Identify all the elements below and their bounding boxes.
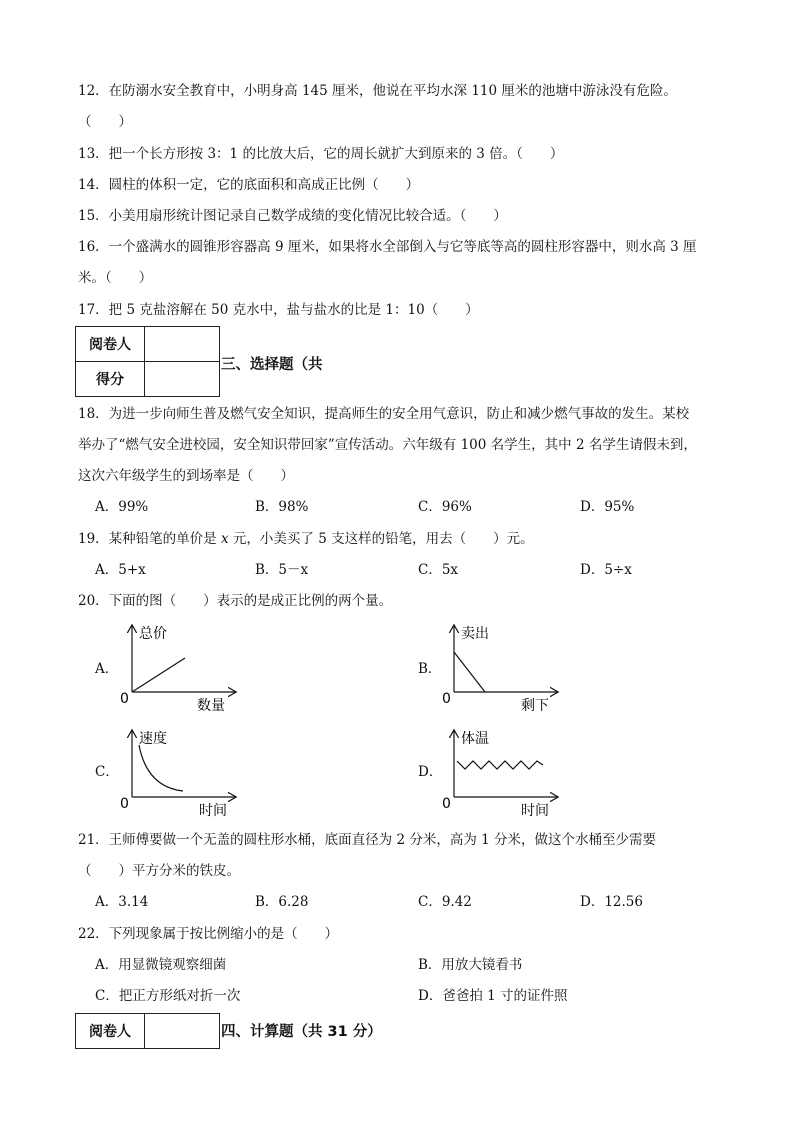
score-box-section4 xyxy=(75,1013,220,1049)
q20-option-a-label[interactable]: A． xyxy=(95,661,119,677)
y-axis-label: 卖出 xyxy=(461,626,489,642)
q21-option-b[interactable]: B．6.28 xyxy=(255,894,309,910)
score-box-section3 xyxy=(75,326,220,397)
q20-graph-d xyxy=(437,725,567,820)
q16-text-line2: 米。（ ） xyxy=(78,270,153,286)
reviewer-label: 阅卷人 xyxy=(76,327,145,362)
q19-option-a[interactable]: A．5+x xyxy=(95,562,146,578)
q18-option-c[interactable]: C．96% xyxy=(418,499,472,515)
origin-label: 0 xyxy=(442,796,451,812)
q22-option-a[interactable]: A．用显微镜观察细菌 xyxy=(95,957,227,973)
q15-text: 15．小美用扇形统计图记录自己数学成绩的变化情况比较合适。（ ） xyxy=(78,208,507,224)
q19-option-d[interactable]: D．5÷x xyxy=(580,562,632,578)
reviewer-field[interactable] xyxy=(145,327,220,362)
x-axis-label: 时间 xyxy=(521,803,549,819)
origin-label: 0 xyxy=(442,691,451,707)
q20-option-c-label[interactable]: C． xyxy=(95,764,119,780)
reviewer-label: 阅卷人 xyxy=(76,1014,145,1049)
q21-text-line1: 21．王师傅要做一个无盖的圆柱形水桶，底面直径为 2 分米，高为 1 分米，做这个水桶至少需要 xyxy=(78,832,657,848)
origin-label: 0 xyxy=(120,796,129,812)
q21-text-line2: （ ）平方分米的铁皮。 xyxy=(78,863,240,879)
q21-option-d[interactable]: D．12.56 xyxy=(580,894,643,910)
q21-option-a[interactable]: A．3.14 xyxy=(95,894,149,910)
section3-title: 三、选择题（共 xyxy=(221,357,323,373)
q18-text-line3: 这次六年级学生的到场率是（ ） xyxy=(78,468,294,484)
q18-text-line2: 举办了“燃气安全进校园，安全知识带回家”宣传活动。六年级有 100 名学生，其中 2 名学生请假未到， xyxy=(78,437,697,453)
x-axis-label: 时间 xyxy=(199,803,227,819)
q20-option-d-label[interactable]: D． xyxy=(418,764,443,780)
section4-title: 四、计算题（共 31 分） xyxy=(221,1024,382,1040)
q12-answer-blank[interactable]: （ ） xyxy=(78,114,132,130)
q20-option-b-label[interactable]: B． xyxy=(418,661,442,677)
y-axis-label: 总价 xyxy=(139,626,167,642)
y-axis-label: 速度 xyxy=(139,731,167,747)
x-axis-label: 数量 xyxy=(197,698,225,714)
q19-option-c[interactable]: C．5x xyxy=(418,562,459,578)
q20-text: 20．下面的图（ ）表示的是成正比例的两个量。 xyxy=(78,593,393,609)
q20-graph-c xyxy=(115,725,245,820)
score-label: 得分 xyxy=(76,362,145,397)
q14-text: 14．圆柱的体积一定，它的底面积和高成正比例（ ） xyxy=(78,177,420,193)
q18-option-b[interactable]: B．98% xyxy=(255,499,309,515)
q18-text-line1: 18．为进一步向师生普及燃气安全知识，提高师生的安全用气意识，防止和减少燃气事故的发生。某校 xyxy=(78,406,690,422)
q19-option-b[interactable]: B．5－x xyxy=(255,562,309,578)
wave-line xyxy=(457,761,543,769)
y-axis-label: 体温 xyxy=(461,731,489,747)
q22-option-b[interactable]: B．用放大镜看书 xyxy=(418,957,523,973)
q20-graph-b xyxy=(437,620,567,715)
q20-graph-a xyxy=(115,620,245,715)
reviewer-field[interactable] xyxy=(145,1014,220,1049)
inverse-line xyxy=(454,652,485,692)
q19-variable: x xyxy=(220,531,229,547)
q16-text-line1: 16．一个盛满水的圆锥形容器高 9 厘米，如果将水全部倒入与它等底等高的圆柱形容器中，则水高 3 厘 xyxy=(78,239,697,255)
q19-text-after: 元，小美买了 5 支这样的铅笔，用去（ ）元。 xyxy=(228,531,534,547)
q22-text: 22．下列现象属于按比例缩小的是（ ） xyxy=(78,926,339,942)
q18-option-d[interactable]: D．95% xyxy=(580,499,635,515)
proportional-line xyxy=(132,658,185,692)
q19-text-before: 19．某种铅笔的单价是 xyxy=(78,531,221,547)
q12-text-line1: 12．在防溺水安全教育中，小明身高 145 厘米，他说在平均水深 110 厘米的池塘中游泳没有危险。 xyxy=(78,83,677,99)
hyperbola-curve xyxy=(139,745,183,791)
origin-label: 0 xyxy=(120,691,129,707)
q17-text: 17．把 5 克盐溶解在 50 克水中，盐与盐水的比是 1：10（ ） xyxy=(78,302,479,318)
q19-text xyxy=(78,530,534,548)
q13-text: 13．把一个长方形按 3：1 的比放大后，它的周长就扩大到原来的 3 倍。（ ） xyxy=(78,146,564,162)
q18-option-a[interactable]: A．99% xyxy=(95,499,149,515)
q22-option-c[interactable]: C．把正方形纸对折一次 xyxy=(95,988,241,1004)
q21-option-c[interactable]: C．9.42 xyxy=(418,894,472,910)
score-field[interactable] xyxy=(145,362,220,397)
x-axis-label: 剩下 xyxy=(521,698,549,714)
q22-option-d[interactable]: D．爸爸拍 1 寸的证件照 xyxy=(418,988,568,1004)
